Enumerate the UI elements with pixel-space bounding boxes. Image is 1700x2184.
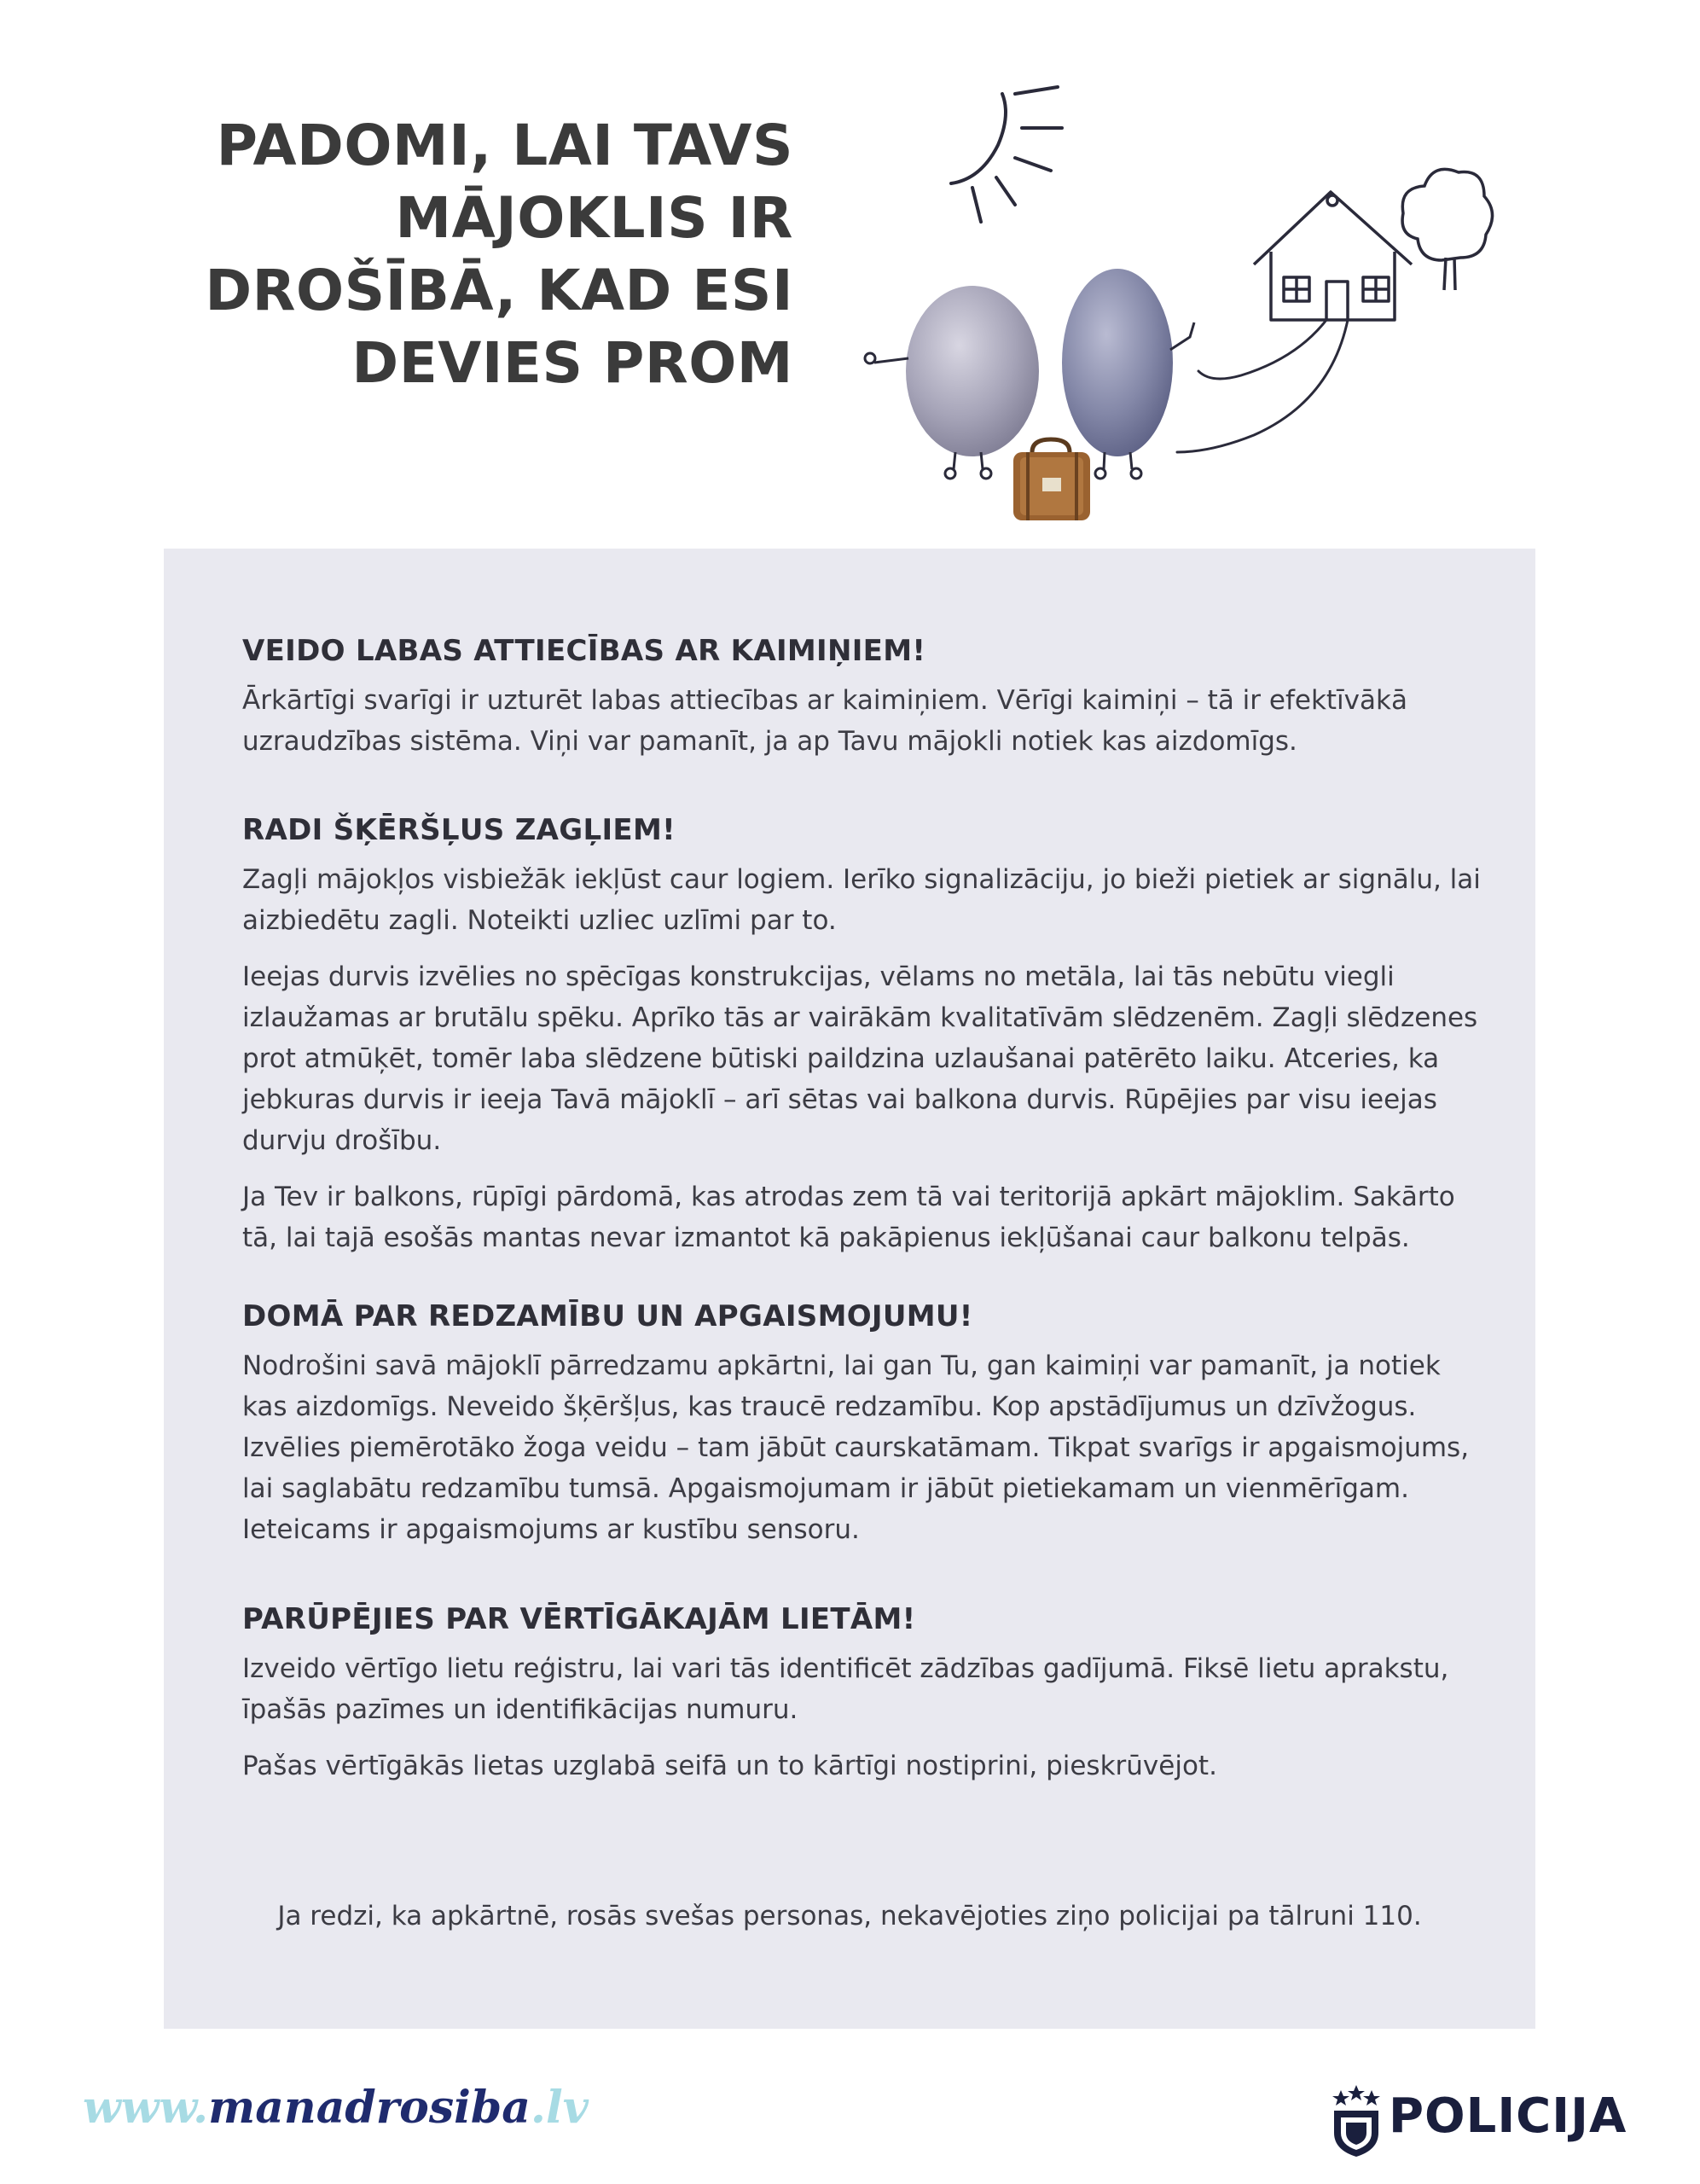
tips-panel: [164, 549, 1535, 2029]
stone-character-left: [865, 286, 1039, 479]
sun-icon: [951, 87, 1062, 222]
illustration: [853, 77, 1501, 537]
section-paragraph: Ja Tev ir balkons, rūpīgi pārdomā, kas atrodas zem tā vai teritorijā apkārt mājoklim. Sakārto tā, lai tajā esošās mantas nevar izmantot kā pakāpienus iekļūšanai caur balkonu telpās.: [242, 1182, 1455, 1253]
website-prefix: www.: [83, 2082, 209, 2134]
suitcase-icon: [1013, 439, 1090, 520]
website-name: manadrosiba: [208, 2082, 531, 2134]
section-paragraph: Izveido vērtīgo lietu reģistru, lai vari tās identificēt zādzības gadījumā. Fiksē lietu aprakstu, īpašās pazīmes un identifikācijas numuru.: [242, 1653, 1449, 1725]
section-obstacles: [242, 813, 1488, 1274]
section-visibility: [242, 1299, 1488, 1565]
section-valuables: [242, 1602, 1488, 1802]
title-line-2: MĀJOKLIS IR: [395, 185, 793, 251]
section-heading: PARŪPĒJIES PAR VĒRTĪGĀKAJĀM LIETĀM!: [242, 1602, 916, 1636]
stone-character-right: [1062, 269, 1194, 479]
title-line-4: DEVIES PROM: [351, 330, 793, 396]
title-line-1: PADOMI, LAI TAVS: [216, 113, 793, 178]
section-paragraph: Pašas vērtīgākās lietas uzglabā seifā un to kārtīgi nostiprini, pieskrūvējot.: [242, 1751, 1217, 1781]
section-heading: DOMĀ PAR REDZAMĪBU UN APGAISMOJUMU!: [242, 1299, 973, 1333]
title-line-3: DROŠĪBĀ, KAD ESI: [205, 258, 793, 323]
website-link[interactable]: [83, 2082, 589, 2134]
emergency-note: Ja redzi, ka apkārtnē, rosās svešas personas, nekavējoties ziņo policijai pa tālruni 110.: [277, 1901, 1422, 1931]
section-paragraph: Ārkārtīgi svarīgi ir uzturēt labas attiecības ar kaimiņiem. Vērīgi kaimiņi – tā ir efektīvākā uzraudzības sistēma. Viņi var pamanīt, ja ap Tavu mājokli notiek kas aizdomīgs.: [242, 685, 1407, 757]
section-paragraph: Ieejas durvis izvēlies no spēcīgas konstrukcijas, vēlams no metāla, lai tās nebūtu viegli izlaužamas ar brutālu spēku. Aprīko tās ar vairākām kvalitatīvām slēdzenēm. Zagļi slēdzenes prot atmūķēt, tomēr laba slēdzene būtiski paildzina uzlaušanai patērēto laiku. Atceries, ka jebkuras durvis ir ieeja Tavā mājoklī – arī sētas vai balkona durvis. Rūpējies par visu ieejas durvju drošību.: [242, 961, 1478, 1156]
house-icon: [1254, 192, 1412, 320]
section-heading: RADI ŠĶĒRŠĻUS ZAGĻIEM!: [242, 813, 676, 847]
tree-icon: [1402, 169, 1492, 290]
section-neighbors: [242, 634, 1488, 777]
website-suffix: .lv: [530, 2082, 589, 2134]
section-paragraph: Nodrošini savā mājoklī pārredzamu apkārtni, lai gan Tu, gan kaimiņi var pamanīt, ja notiek kas aizdomīgs. Neveido šķēršļus, kas traucē redzamību. Kop apstādījumus un dzīvžogus. Izvēlies piemērotāko žoga veidu – tam jābūt caurskatāmam. Tikpat svarīgs ir apgaismojums, lai saglabātu redzamību tumsā. Apgaismojumam ir jābūt pietiekamam un vienmērīgam. Ieteicams ir apgaismojums ar kustību sensoru.: [242, 1350, 1470, 1545]
page-title: [171, 109, 793, 399]
section-paragraph: Zagļi mājokļos visbiežāk iekļūst caur logiem. Ierīko signalizāciju, jo bieži pietiek ar signālu, lai aizbiedētu zagli. Noteikti uzliec uzlīmi par to.: [242, 864, 1481, 936]
police-logo-text: POLICIJA: [1389, 2088, 1627, 2144]
section-heading: VEIDO LABAS ATTIECĪBAS AR KAIMIŅIEM!: [242, 634, 926, 668]
